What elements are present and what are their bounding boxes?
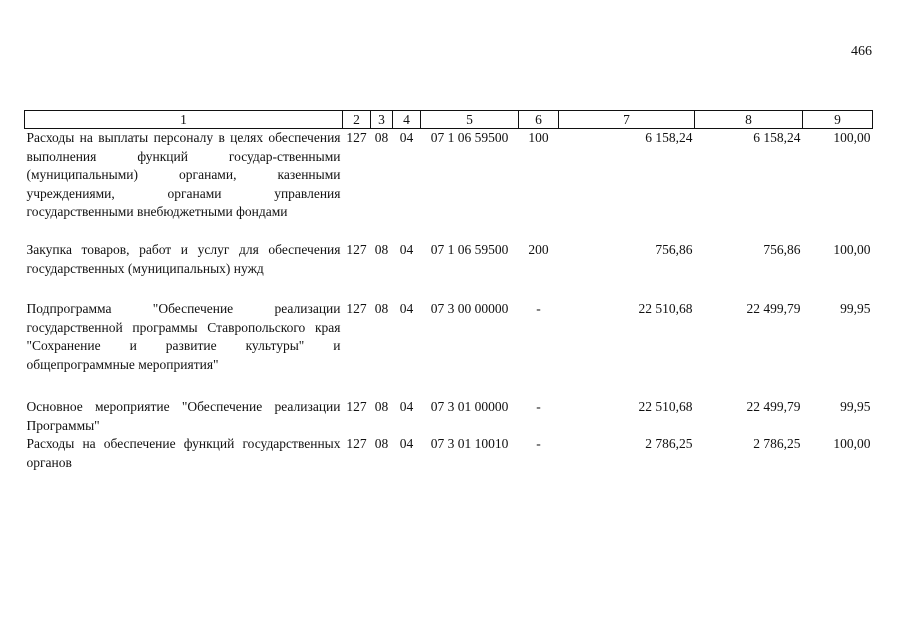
cell-code-6: - [536,301,541,316]
cell-amount-8: 6 158,24 [753,130,801,145]
table-row [25,241,873,300]
cell-code-3: 08 [374,399,389,414]
header-cell: 2 [343,111,371,129]
cell-code-2: 127 [346,301,367,316]
cell-code-3: 08 [374,242,389,257]
cell-percent-9: 100,00 [833,130,871,145]
cell-code-6: 100 [528,130,549,145]
cell-code-4: 04 [399,399,414,414]
header-cell: 6 [519,111,559,129]
cell-amount-7: 6 158,24 [645,130,693,145]
cell-amount-8: 2 786,25 [753,436,801,452]
page-number: 466 [851,44,872,59]
row-name: Закупка товаров, работ и услуг для обеспечения государственных (муниципальных) нужд [26,242,341,276]
budget-table [24,110,873,473]
cell-code-5: 07 1 06 59500 [430,130,509,145]
cell-amount-7: 22 510,68 [638,399,693,414]
cell-percent-9: 100,00 [833,242,871,257]
cell-code-5: 07 1 06 59500 [430,242,509,257]
cell-amount-7: 2 786,25 [645,436,693,452]
cell-amount-8: 756,86 [763,242,801,257]
table-row [25,129,873,242]
cell-amount-8: 22 499,79 [746,301,801,316]
cell-code-3: 08 [374,130,389,145]
header-cell: 7 [559,111,695,129]
cell-code-4: 04 [399,130,414,145]
cell-code-2: 127 [346,242,367,257]
header-cell: 8 [695,111,803,129]
table-row [25,300,873,398]
cell-percent-9: 99,95 [840,399,871,414]
cell-code-3: 08 [374,436,389,452]
header-cell: 1 [25,111,343,129]
cell-code-3: 08 [374,301,389,316]
table-header [25,111,873,129]
cell-code-5: 07 3 01 10010 [430,436,509,452]
cell-code-4: 04 [399,301,414,316]
cell-amount-7: 756,86 [655,242,693,257]
cell-code-2: 127 [346,399,367,414]
table-row [25,435,873,473]
row-name: Основное мероприятие "Обеспечение реализации Программы" [26,399,341,433]
header-cell: 9 [803,111,873,129]
cell-code-5: 07 3 01 00000 [430,399,509,414]
cell-code-6: 200 [528,242,549,257]
cell-code-5: 07 3 00 00000 [430,301,509,316]
cell-percent-9: 99,95 [840,301,871,316]
header-row [25,111,873,129]
cell-amount-7: 22 510,68 [638,301,693,316]
cell-amount-8: 22 499,79 [746,399,801,414]
row-name: Расходы на обеспечение функций государственных органов [26,436,341,470]
cell-code-2: 127 [346,130,367,145]
table-body [25,129,873,474]
cell-code-4: 04 [399,436,414,452]
header-cell: 4 [393,111,421,129]
header-cell: 5 [421,111,519,129]
cell-code-6: - [536,399,541,414]
table-row [25,398,873,435]
row-name: Расходы на выплаты персоналу в целях обеспечения выполнения функций государ-ственными (муниципальными) органами, казенными учреждениями, органами управления государственными внебюджетными фондами [26,130,341,220]
cell-percent-9: 100,00 [833,436,871,452]
cell-code-4: 04 [399,242,414,257]
cell-code-2: 127 [346,436,367,452]
row-name: Подпрограмма "Обеспечение реализации государственной программы Ставропольского края "Сохранение и развитие культуры" и общепрограммные мероприятия" [26,301,341,372]
cell-code-6: - [536,436,541,452]
header-cell: 3 [371,111,393,129]
